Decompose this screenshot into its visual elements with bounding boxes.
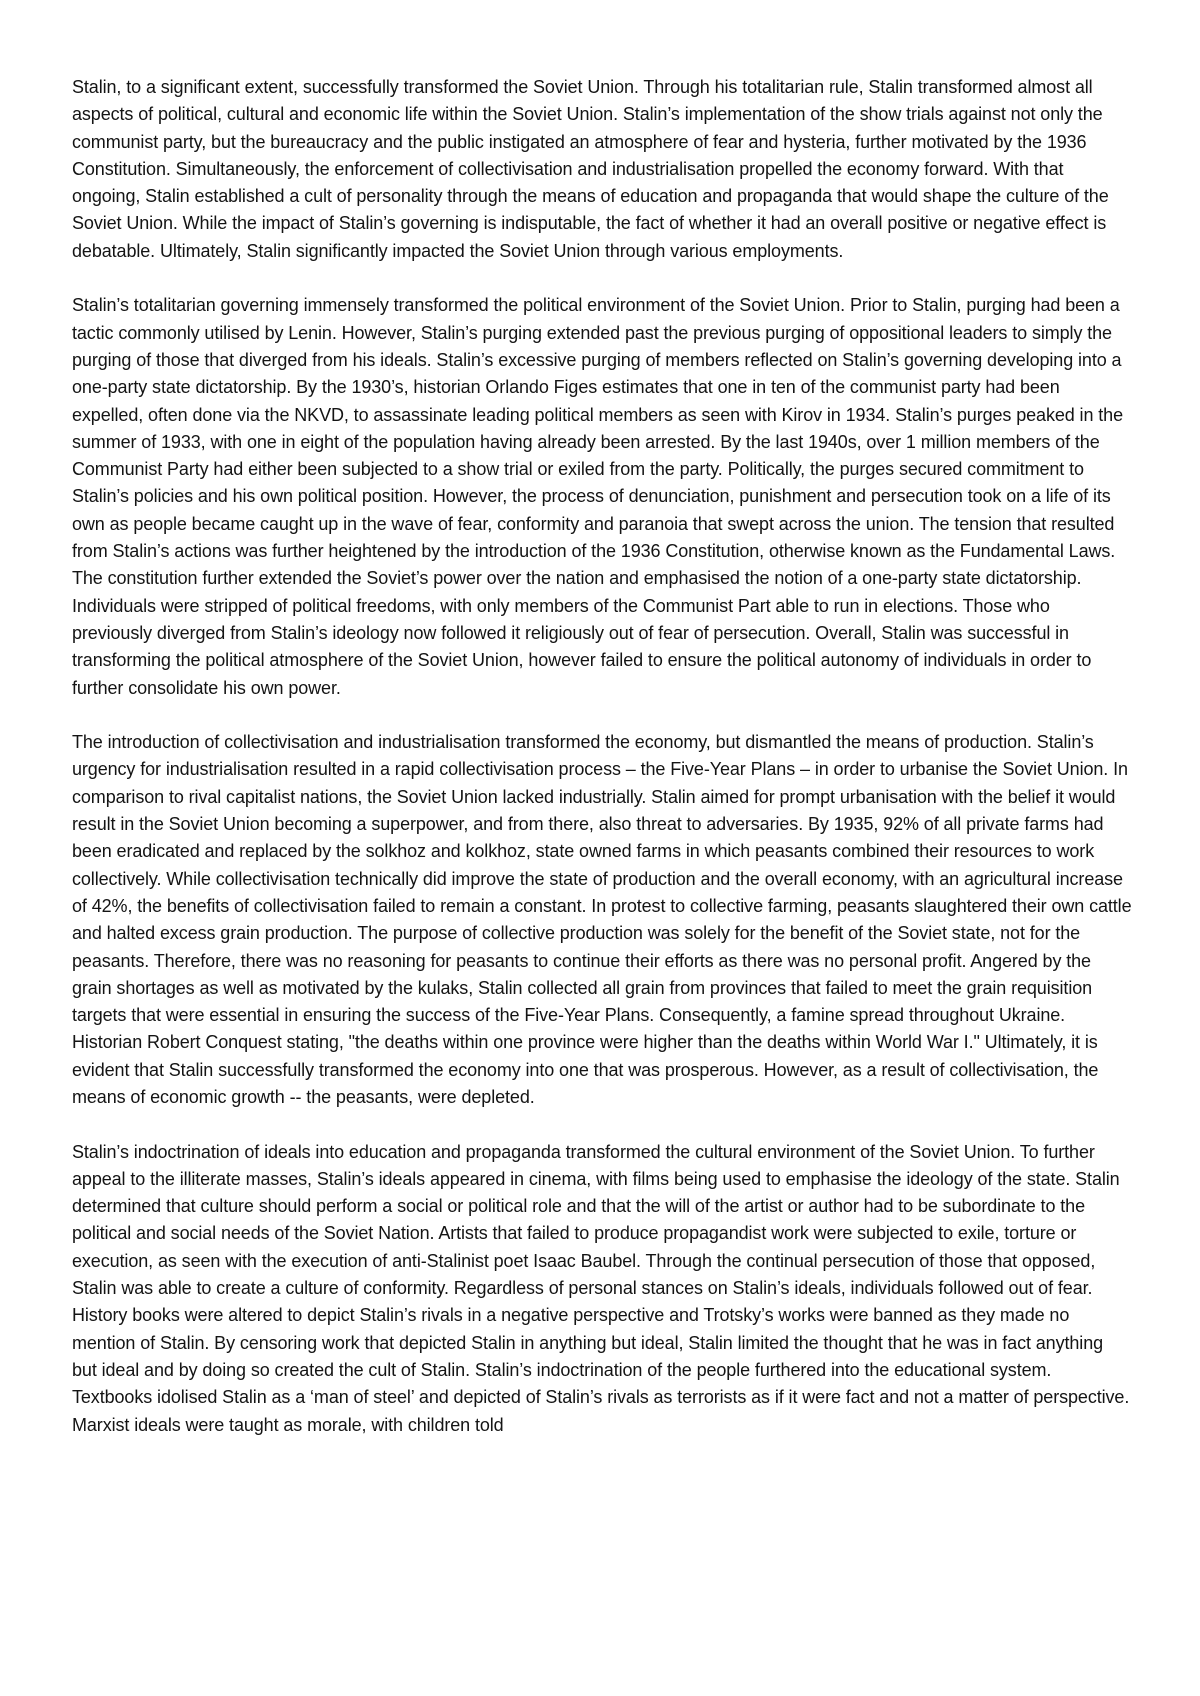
paragraph-introduction: Stalin, to a significant extent, successfully transformed the Soviet Union. Through his totalitarian rule, Stalin transformed almost all aspects of political, cultural and economic life within the Soviet Union. Stalin’s implementation of the show trials against not only the communist party, but the bureaucracy and the public instigated an atmosphere of fear and hysteria, further motivated by the 1936 Constitution. Simultaneously, the enforcement of collectivisation and industrialisation propelled the economy forward. With that ongoing, Stalin established a cult of personality through the means of education and propaganda that would shape the culture of the Soviet Union. While the impact of Stalin’s governing is indisputable, the fact of whether it had an overall positive or negative effect is debatable. Ultimately, Stalin significantly impacted the Soviet Union through various employments. <box>72 77 1109 261</box>
paragraph-political: Stalin’s totalitarian governing immensely transformed the political environment of the Soviet Union. Prior to Stalin, purging had been a tactic commonly utilised by Lenin. However, Stalin’s purging extended past the previous purging of oppositional leaders to simply the purging of those that diverged from his ideals. Stalin’s excessive purging of members reflected on Stalin’s governing developing into a one-party state dictatorship. By the 1930’s, historian Orlando Figes estimates that one in ten of the communist party had been expelled, often done via the NKVD, to assassinate leading political members as seen with Kirov in 1934. Stalin’s purges peaked in the summer of 1933, with one in eight of the population having already been arrested. By the last 1940s, over 1 million members of the Communist Party had either been subjected to a show trial or exiled from the party. Politically, the purges secured commitment to Stalin’s policies and his own political position. However, the process of denunciation, punishment and persecution took on a life of its own as people became caught up in the wave of fear, conformity and paranoia that swept across the union. The tension that resulted from Stalin’s actions was further heightened by the introduction of the 1936 Constitution, otherwise known as the Fundamental Laws. The constitution further extended the Soviet’s power over the nation and emphasised the notion of a one-party state dictatorship. Individuals were stripped of political freedoms, with only members of the Communist Part able to run in elections. Those who previously diverged from Stalin’s ideology now followed it religiously out of fear of persecution. Overall, Stalin was successful in transforming the political atmosphere of the Soviet Union, however failed to ensure the political autonomy of individuals in order to further consolidate his own power. <box>72 295 1123 698</box>
document-page <box>72 74 1132 1466</box>
paragraph-cultural: Stalin’s indoctrination of ideals into education and propaganda transformed the cultural environment of the Soviet Union. To further appeal to the illiterate masses, Stalin’s ideals appeared in cinema, with films being used to emphasise the ideology of the state. Stalin determined that culture should perform a social or political role and that the will of the artist or author had to be subordinate to the political and social needs of the Soviet Nation. Artists that failed to produce propagandist work were subjected to exile, torture or execution, as seen with the execution of anti-Stalinist poet Isaac Baubel. Through the continual persecution of those that opposed, Stalin was able to create a culture of conformity. Regardless of personal stances on Stalin’s ideals, individuals followed out of fear. History books were altered to depict Stalin’s rivals in a negative perspective and Trotsky’s works were banned as they made no mention of Stalin. By censoring work that depicted Stalin in anything but ideal, Stalin limited the thought that he was in fact anything but ideal and by doing so created the cult of Stalin. Stalin’s indoctrination of the people furthered into the educational system. Textbooks idolised Stalin as a ‘man of steel’ and depicted of Stalin’s rivals as terrorists as if it were fact and not a matter of perspective. Marxist ideals were taught as morale, with children told <box>72 1141 1130 1435</box>
paragraph-economic: The introduction of collectivisation and industrialisation transformed the economy, but dismantled the means of production. Stalin’s urgency for industrialisation resulted in a rapid collectivisation process – the Five-Year Plans – in order to urbanise the Soviet Union. In comparison to rival capitalist nations, the Soviet Union lacked industrially. Stalin aimed for prompt urbanisation with the belief it would result in the Soviet Union becoming a superpower, and from there, also threat to adversaries. By 1935, 92% of all private farms had been eradicated and replaced by the solkhoz and kolkhoz, state owned farms in which peasants combined their resources to work collectively. While collectivisation technically did improve the state of production and the overall economy, with an agricultural increase of 42%, the benefits of collectivisation failed to remain a constant. In protest to collective farming, peasants slaughtered their own cattle and halted excess grain production. The purpose of collective production was solely for the benefit of the Soviet state, not for the peasants. Therefore, there was no reasoning for peasants to continue their efforts as there was no personal profit. Angered by the grain shortages as well as motivated by the kulaks, Stalin collected all grain from provinces that failed to meet the grain requisition targets that were essential in ensuring the success of the Five-Year Plans. Consequently, a famine spread throughout Ukraine. Historian Robert Conquest stating, "the deaths within one province were higher than the deaths within World War I." Ultimately, it is evident that Stalin successfully transformed the economy into one that was prosperous. However, as a result of collectivisation, the means of economic growth -- the peasants, were depleted. <box>72 732 1132 1107</box>
